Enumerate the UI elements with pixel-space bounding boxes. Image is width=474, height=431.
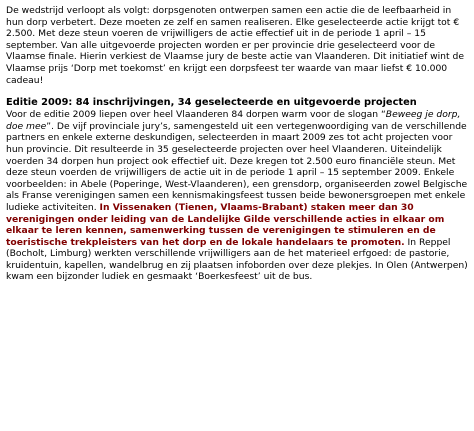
slogan-text: Beweeg je dorp, doe mee [6,109,461,132]
paragraph-text-part-3: In Reppel (Bocholt, Limburg) werkten verschillende vrijwilligers aan de het materieel erfgoed: de pastorie, kruidentuin, kapellen, wandelbrug en zij plaatsen infoborden over deze plekjes. In Olen (Antwerpen) kwam een bijzonder ludiek en gesmaakt ‘Boerkesfeest’ uit de bus. [6,236,468,283]
section-heading: Editie 2009: 84 inschrijvingen, 34 geselecteerde en uitgevoerde projecten [6,97,417,109]
highlighted-example: In Vissenaken (Tienen, Vlaams-Brabant) staken meer dan 30 verenigingen onder leiding van de Landelijke Gilde verschillende acties in elkaar om elkaar te leren kennen, samenwerking tussen de verenigingen te stimuleren en de toeristische trekpleisters van het dorp en de lokale handelaars te promoten. [6,201,445,248]
paragraph-text-part-1: Voor de editie 2009 liepen over heel Vlaanderen 84 dorpen warm voor de slogan “ [6,109,386,121]
intro-paragraph: De wedstrijd verloopt als volgt: dorpsgenoten ontwerpen samen een actie die de leefbaarheid in hun dorp verbetert. Deze moeten ze zelf en samen realiseren. Elke geselecteerde actie krijgt tot € 2.500. Met deze steun voeren de vrijwilligers de actie effectief uit in de periode 1 april – 15 september. Van alle uitgevoerde projecten worden er per provincie drie geselecteerd voor de Vlaamse finale. Hierin verkiest de Vlaamse jury de beste actie van Vlaanderen. Dit initiatief wint de Vlaamse prijs ‘Dorp met toekomst’ en krijgt een dorpsfeest ter waarde van maar liefst € 10.000 cadeau! [6,5,464,86]
section-paragraph [6,109,468,283]
paragraph-text-part-2: ”. De vijf provinciale jury’s, samengesteld uit een vertegenwoordiging van de verschillende partners en enkele externe deskundigen, selecteerden in maart 2009 zes tot acht projecten voor hun provincie. Dit resulteerde in 35 geselecteerde projecten over heel Vlaanderen. Uiteindelijk voerden 34 dorpen hun project ook effectief uit. Deze kregen tot 2.500 euro financiële steun. Met deze steun voerden de vrijwilligers de actie uit in de periode 1 april – 15 september 2009. Enkele voorbeelden: in Abele (Poperinge, West-Vlaanderen), een grensdorp, organiseerden zowel Belgische als Franse verenigingen samen een kennismakingsfeest tussen beide bewonersgroepen met enkele ludieke activiteiten. [6,120,468,213]
document-body [6,5,468,283]
